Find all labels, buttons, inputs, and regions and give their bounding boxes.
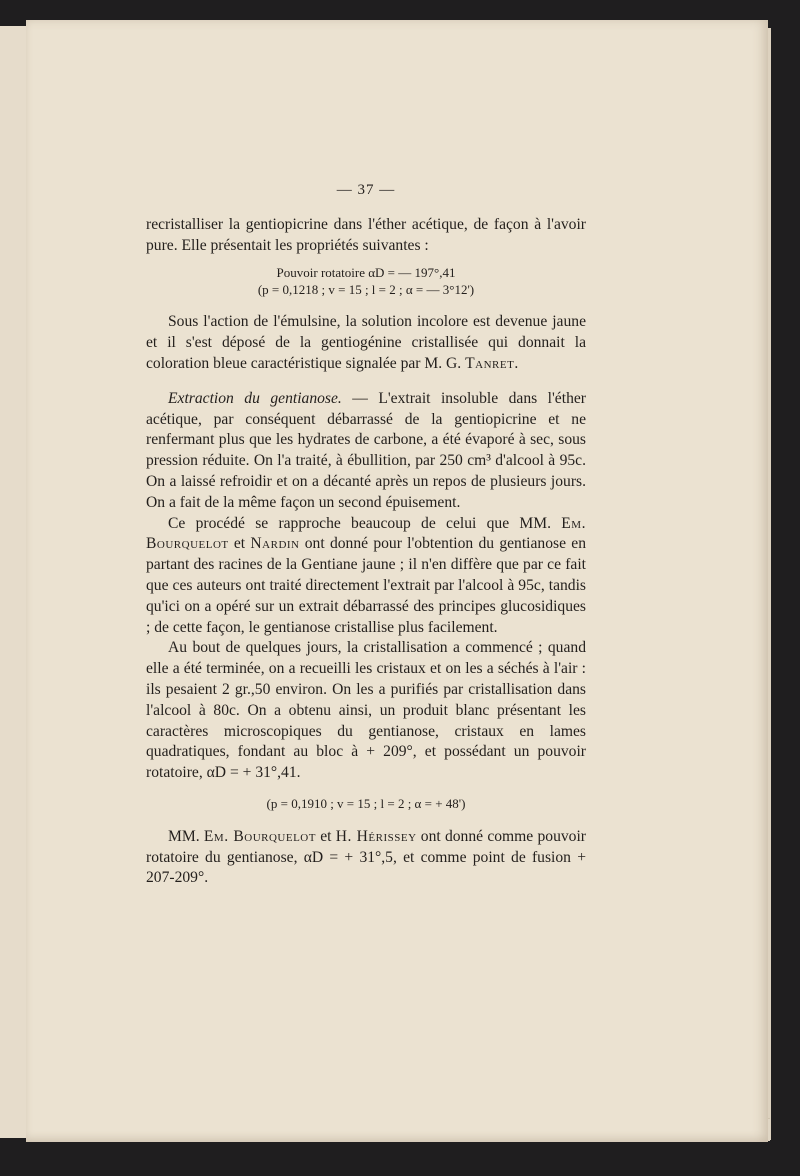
paragraph-2-text: Sous l'action de l'émulsine, la solution incolore est devenue jaune et il s'est déposé de la gentiogénine cristallisée qui donnait la coloration bleue caractéristique signalée par M. G.	[146, 313, 586, 372]
paragraph-4-text-c: ont donné pour l'obtention du gentianose en partant des racines de la Gentiane jaune ; il n'en diffère que par ce fait que ces auteurs ont traité directement l'extrait par l'alcool à 95c, tandis qu'ici on a opéré sur un extrait débarrassé des principes glucosidiques ; de cette façon, le gentianose cristallise plus facilement.	[146, 535, 586, 636]
formula-rotatory-power	[146, 264, 586, 298]
author-bourquelot-2: Em. Bourquelot	[203, 827, 316, 845]
paragraph-5: Au bout de quelques jours, la cristallisation a commencé ; quand elle a été terminée, on a recueilli les cristaux et on les a séchés à l'air : ils pesaient 2 gr.,50 environ. On les a purifiés par cristallisation dans l'alcool à 80c. On a obtenu ainsi, un produit blanc présentant les caractères microscopiques du gentianose, cristaux en lames quadratiques, fondant au bloc à + 209°, et possédant un pouvoir rotatoire, αD = + 31°,41.	[146, 639, 586, 782]
page-text	[146, 180, 586, 889]
paragraph-3-text: — L'extrait insoluble dans l'éther acétique, par conséquent débarrassé de la gentiopicrine et ne renfermant plus que les hydrates de carbone, a été évaporé à sec, sous pression réduite. On l'a traité, à ébullition, par 250 cm³ d'alcool à 95c. On a laissé refroidir et on a décanté après un repos de plusieurs jours. On a fait de la même façon un second épuisement.	[146, 389, 586, 511]
formula-line-2: (p = 0,1218 ; v = 15 ; l = 2 ; α = — 3°12')	[257, 282, 475, 298]
formula-gentianose: (p = 0,1910 ; v = 15 ; l = 2 ; α = + 48')	[266, 795, 466, 811]
author-bourquelot: Em. Bourquelot	[146, 514, 586, 553]
author-nardin: Nardin	[250, 535, 300, 553]
paragraph-1: recristalliser la gentiopicrine dans l'éther acétique, de façon à l'avoir pure. Elle présentait les propriétés suivantes :	[146, 215, 586, 254]
author-tanret: Tanret.	[465, 354, 519, 372]
section-heading: Extraction du gentianose.	[168, 389, 342, 407]
paragraph-4-text-a: Ce procédé se rapproche beaucoup de celui que MM.	[168, 514, 562, 532]
paragraph-6-text-a: MM.	[168, 827, 204, 845]
paragraph-4	[146, 514, 586, 639]
formula-line-1: Pouvoir rotatoire αD = — 197°,41	[276, 265, 456, 281]
paragraph-6-text-c: ont donné comme pouvoir rotatoire du gentianose, αD = + 31°,5, et comme point de fusion + 207-209°.	[146, 827, 586, 887]
paragraph-4-text-b: et	[228, 535, 251, 553]
paragraph-6-text-b: et	[315, 827, 336, 845]
page-number: — 37 —	[336, 182, 396, 198]
paragraph-6	[146, 827, 586, 889]
author-herissey: H. Hérissey	[335, 827, 417, 845]
paragraph-3	[146, 389, 586, 514]
paragraph-2	[146, 312, 586, 374]
